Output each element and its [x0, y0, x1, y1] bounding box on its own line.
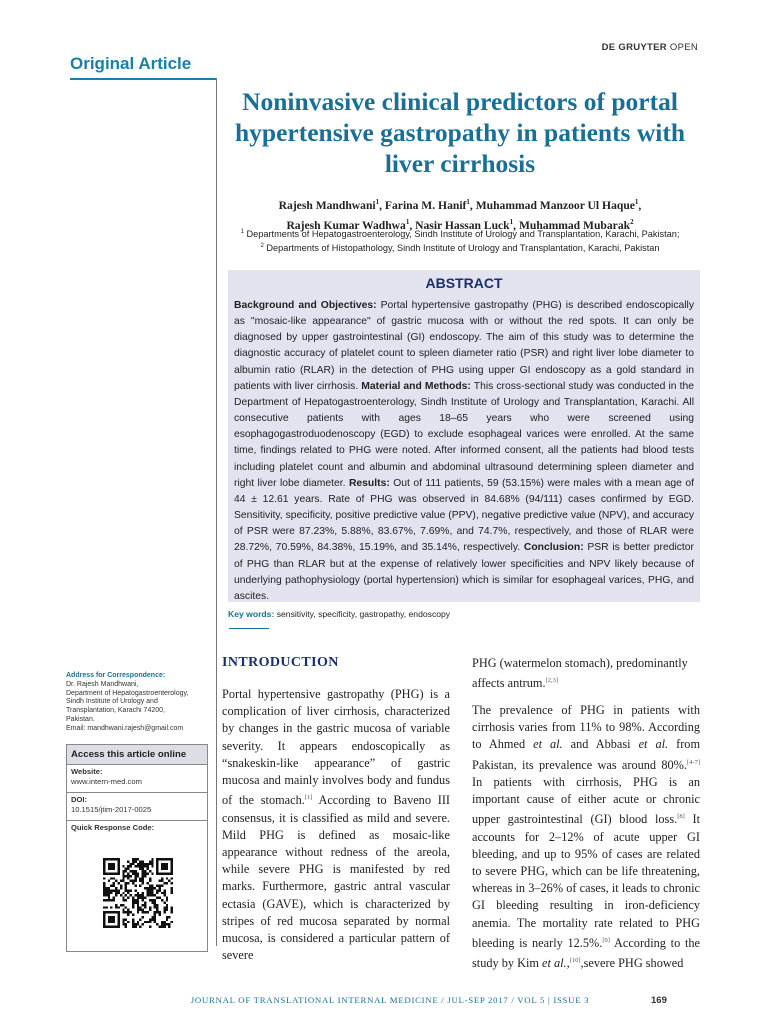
text-run: It accounts for 2–12% of acute upper GI bleeding, and up to 95% of cases are related to severe PHG, which can be life threatening, whereas in 3–26% of cases, it leads to chronic GI bleeding resulting in iron-deficiency anemia. The mortality rate related to PHG bleeding is nearly 12.5%. — [472, 812, 700, 950]
keywords-text: sensitivity, specificity, gastropathy, endoscopy — [274, 609, 451, 619]
keywords — [228, 609, 450, 619]
correspondence-line: Sindh Institute of Urology and — [66, 698, 158, 706]
italic-run: et al. — [542, 956, 567, 971]
author-name: Muhammad Mubarak — [518, 218, 631, 232]
affiliation-text: Departments of Hepatogastroenterology, Sindh Institute of Urology and Transplantation, Karachi, Pakistan; — [243, 229, 680, 240]
text-run: PHG (watermelon stomach), predominantly affects antrum. — [472, 656, 688, 691]
correspondence-line: Pakistan. — [66, 715, 95, 723]
text-run: According to Baveno III consensus, it is classified as mild and severe. Mild PHG is defined as mosaic-like appearance without redness of the areola, while severe PHG is manifested by red marks. Furthermore, gastric antral vascular ectasia (GAVE), which is characterized by stripes of red mucosa separated by normal mucosa, is considered a particular pattern of severe — [222, 793, 451, 963]
abstract-background-text: Portal hypertensive gastropathy (PHG) is described endoscopically as "mosaic-like appearance" of gastric mucosa with or without the red spots. It can only be diagnosed by upper gastrointestinal (GI) endoscopy. The aim of this study was to determine the diagnostic accuracy of platelet count to spleen diameter ratio (PSR) and right liver lobe diameter to albumin ratio (RLAR) in the detection of PHG using upper GI endoscopy as a gold standard in patients with liver cirrhosis. — [234, 300, 695, 392]
text-run: from Pakistan, its prevalence was around 80%. — [472, 737, 701, 772]
author-affil-sup: 1 — [375, 198, 380, 206]
intro-column-2-top — [472, 655, 700, 693]
header-rule — [70, 78, 217, 80]
italic-run: et al. — [638, 737, 669, 752]
abstract-methods-text: This cross-sectional study was conducted in the Department of Hepatogastroenterology, Sindh Institute of Urology and Transplantation, Karachi. All consecutive patients with ages 18–65 years who were screened using esophagogastroduodenoscopy (EGD) to exclude esophageal varices were enrolled. At the same time, findings related to PHG were noted. After informed consent, all the patients had blood tests including platelet count and albumin and abdominal ultrasound determining spleen diameter and right liver lobe diameter. — [234, 380, 695, 489]
keywords-rule — [229, 628, 269, 629]
qr-label: Quick Response Code: — [71, 823, 155, 832]
author-line-1: Rajesh Mandhwani$^1$, Farina M. Hanif$^1$, Muhammad Manzoor Ul Haque$^1$, — [278, 198, 642, 212]
correspondence-address — [66, 672, 206, 734]
text-run: Portal hypertensive gastropathy (PHG) is a complication of liver cirrhosis, characterized by changes in the gastric mucosa of variable severity. It appears endoscopically as “snakeskin-like appearance” of gastric mucosa and mainly involves body and fundus of the stomach. — [222, 687, 450, 808]
access-doi — [67, 793, 207, 821]
abstract-conclusion-text: PSR is better predictor of PHG than RLAR but at the expense of relatively lower specificities and NPV likely because of underlying pathophysiology (portal hypertension) which is similar for esophageal varices, PHG, and ascites. — [234, 542, 694, 602]
correspondence-line: Email: mandhwani.rajesh@gmail.com — [66, 724, 184, 732]
correspondence-line: Dr. Rajesh Mandhwani, — [66, 680, 139, 688]
correspondence-label: Address for Correspondence: — [66, 672, 166, 679]
doi-label: DOI: — [71, 795, 88, 804]
citation-ref: [4-7] — [687, 758, 700, 766]
author-name: Nasir Hassan Luck — [415, 218, 510, 232]
abstract-heading: ABSTRACT — [425, 275, 503, 291]
footer-journal: JOURNAL OF TRANSLATIONAL INTERNAL MEDICINE / JUL-SEP 2017 / VOL 5 | ISSUE 3 — [190, 995, 590, 1005]
correspondence-line: Department of Hepatogastroenterology, — [66, 689, 189, 697]
affiliation-sup: 2 — [260, 242, 264, 249]
text-run: According to the study by Kim — [472, 935, 700, 971]
author-affil-sup: 1 — [634, 198, 639, 206]
author-name: Rajesh Mandhwani — [278, 198, 376, 212]
doi-link[interactable]: 10.1515/jtim-2017-0025 — [71, 805, 152, 814]
author-affil-sup: 2 — [630, 217, 634, 226]
citation-ref: [8] — [677, 813, 685, 821]
abstract-results-label: Results: — [348, 477, 390, 489]
access-website — [67, 765, 207, 793]
article-title: Noninvasive clinical predictors of portal hypertensive gastropathy in patients with liver cirrhosis — [234, 87, 686, 178]
abstract-methods-label: Material and Methods: — [361, 380, 471, 392]
access-title: Access this article online — [67, 745, 207, 765]
citation-ref: [2,3] — [545, 677, 558, 685]
publisher-logo: DE GRUYTER OPEN — [601, 42, 698, 53]
correspondence-line: Transplantation, Karachi 74200, — [66, 707, 165, 715]
author-line-2: Rajesh Kumar Wadhwa$^1$, Nasir Hassan Luck$^1$, Muhammad Mubarak$^2$ — [286, 217, 634, 232]
article-type: Original Article — [70, 54, 192, 73]
author-affil-sup: 1 — [509, 217, 514, 226]
author-name: Muhammad Manzoor Ul Haque — [475, 198, 635, 212]
author-affil-sup: 1 — [405, 217, 410, 226]
author-name: Rajesh Kumar Wadhwa — [286, 218, 406, 232]
author-affil-sup: 1 — [466, 198, 470, 206]
intro-column-2 — [472, 702, 700, 972]
italic-run: et al. — [533, 737, 563, 752]
abstract-results-text: Out of 111 patients, 59 (53.15%) were males with a mean age of 44 ± 12.61 years. Rate of PHG was observed in 84.68% (94/111) cases confirmed by EGD. Sensitivity, specificity, positive predictive value (PPV), negative predictive value (NPV), and accuracy of PSR were 87.23%, 5.88%, 83.67%, 7.69%, and 74.7%, respectively, and those of RLAR were 28.72%, 70.59%, 84.38%, 15.19%, and 35.14%, respectively. — [234, 477, 694, 554]
abstract-background-label: Background and Objectives: — [234, 300, 377, 311]
affiliations — [222, 227, 698, 254]
citation-ref: [10] — [569, 957, 581, 965]
text-run: In patients with cirrhosis, PHG is an important cause of either acute or chronic upper gastrointestinal (GI) blood loss. — [472, 774, 700, 827]
correspondence-lines — [66, 681, 206, 734]
abstract-conclusion-label: Conclusion: — [523, 542, 584, 554]
keywords-label: Key words: — [228, 609, 275, 619]
page-number: 169 — [651, 995, 667, 1006]
affiliation-text: Departments of Histopathology, Sindh Institute of Urology and Transplantation, Karachi, Pakistan — [263, 242, 660, 253]
text-run: and Abbasi — [562, 737, 639, 752]
intro-column-1 — [222, 686, 450, 964]
citation-ref: [9] — [602, 936, 610, 944]
affiliation-sup: 1 — [240, 229, 244, 235]
author-name: Farina M. Hanif — [384, 198, 467, 212]
website-label: Website: — [71, 767, 103, 776]
text-run: ,severe PHG showed — [580, 956, 684, 971]
access-article-box — [66, 744, 208, 952]
introduction-heading: INTRODUCTION — [222, 655, 339, 670]
affiliation-line — [222, 227, 698, 241]
affiliation-line — [222, 241, 698, 255]
column-divider — [216, 78, 217, 946]
qr-code-icon[interactable] — [103, 858, 173, 928]
citation-ref: [1] — [304, 794, 313, 802]
text-run: The prevalence of PHG in patients with cirrhosis varies from 11% to 98%. According to Ahmed — [472, 703, 700, 752]
website-link[interactable]: www.intern-med.com — [71, 777, 142, 786]
abstract-text — [234, 298, 694, 605]
qr-label-row — [67, 821, 207, 841]
text-run: , — [566, 956, 570, 971]
